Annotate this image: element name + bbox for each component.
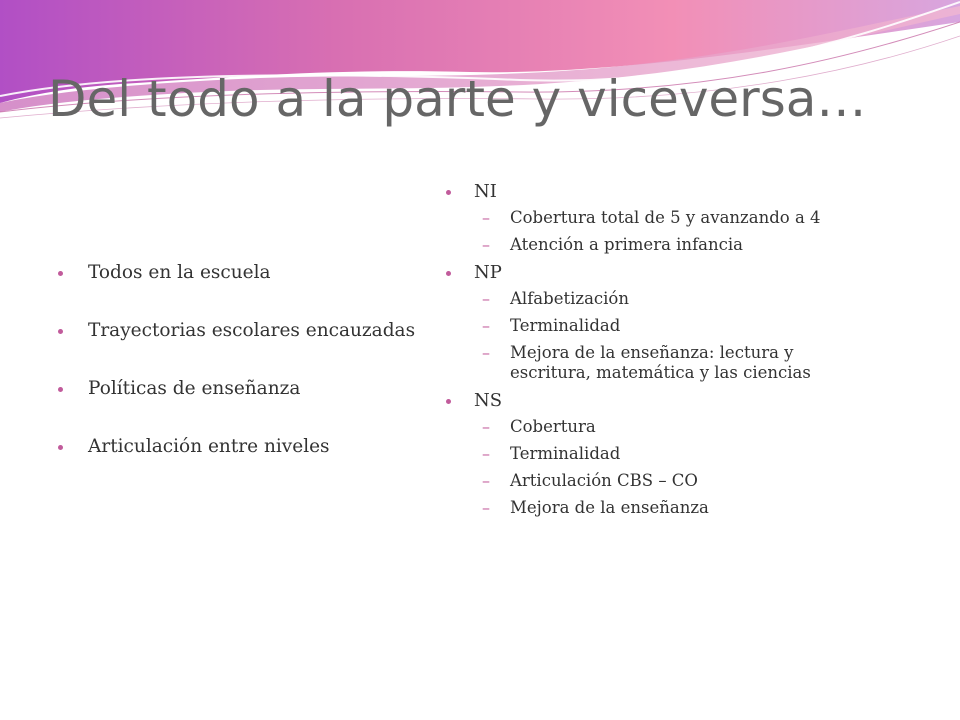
left-list-item-text: Articulación entre niveles [88,436,330,457]
sub-list-item-text: Cobertura total de 5 y avanzando a 4 [510,208,821,227]
sub-list-item [474,444,866,464]
sub-list-item [474,235,866,255]
dash-icon: – [482,208,490,227]
bullet-icon [58,271,63,276]
dash-icon: – [482,444,490,463]
sub-list-item [474,316,866,336]
dash-icon: – [482,343,490,362]
sub-list-item-text: Alfabetización [510,289,629,308]
group-np [446,262,866,383]
dash-icon: – [482,289,490,308]
dash-icon: – [482,235,490,254]
group-label: NP [474,262,502,283]
dash-icon: – [482,498,490,517]
slide-title: Del todo a la parte y viceversa… [48,70,867,128]
left-list-item-text: Políticas de enseñanza [88,378,301,399]
left-list-item-text: Trayectorias escolares encauzadas [88,320,416,341]
left-list-item [58,320,448,342]
sub-list-item-text: Atención a primera infancia [510,235,743,254]
sub-list-item [474,208,866,228]
left-list-item [58,262,448,284]
bullet-icon [446,399,451,404]
dash-icon: – [482,316,490,335]
group-ni [446,181,866,255]
right-bullet-list [446,181,866,525]
bullet-icon [58,329,63,334]
left-list-item [58,378,448,400]
sub-list-item [474,289,866,309]
bullet-icon [446,271,451,276]
left-list-item [58,436,448,458]
left-bullet-list [58,262,448,494]
sub-list-item [474,417,866,437]
sub-list-item-text: Terminalidad [510,444,621,463]
sub-list [474,208,866,255]
group-ns [446,390,866,518]
sub-list-item [474,498,866,518]
sub-list-item-text: Cobertura [510,417,596,436]
dash-icon: – [482,417,490,436]
sub-list-item-text: Mejora de la enseñanza: lectura y escritura, matemática y las ciencias [510,343,811,382]
group-label: NS [474,390,503,411]
sub-list-item-text: Terminalidad [510,316,621,335]
bullet-icon [58,445,63,450]
sub-list-item-text: Mejora de la enseñanza [510,498,709,517]
sub-list-item [474,471,866,491]
left-list-item-text: Todos en la escuela [88,262,271,283]
bullet-icon [58,387,63,392]
bullet-icon [446,190,451,195]
sub-list-item [474,343,866,383]
group-label: NI [474,181,497,202]
sub-list-item-text: Articulación CBS – CO [510,471,698,490]
sub-list [474,417,866,518]
sub-list [474,289,866,383]
dash-icon: – [482,471,490,490]
